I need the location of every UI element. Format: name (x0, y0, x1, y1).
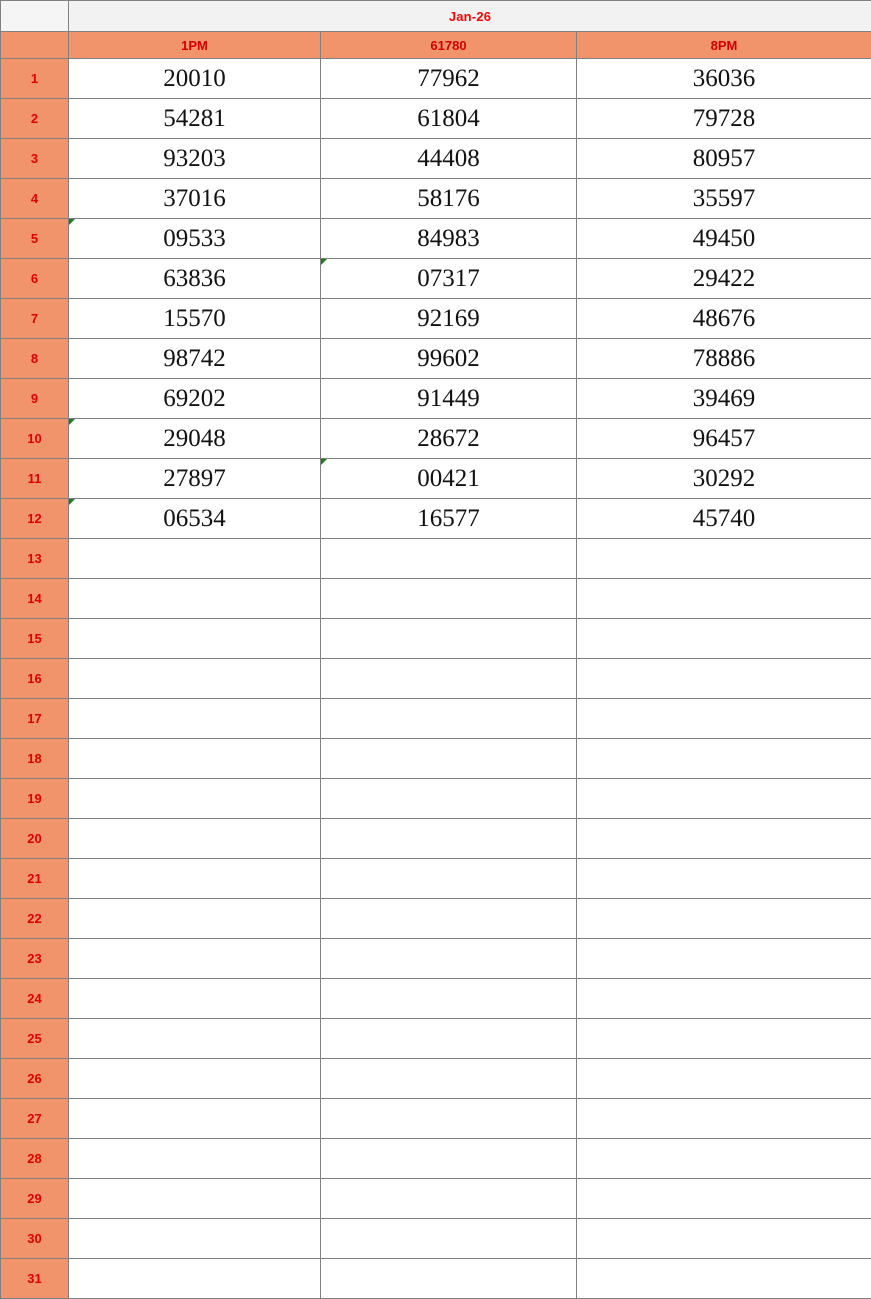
cell-value[interactable] (577, 979, 871, 1019)
cell-value[interactable]: 96457 (577, 419, 871, 459)
cell-value[interactable]: 63836 (69, 259, 321, 299)
row-day-label[interactable]: 3 (1, 139, 69, 179)
row-day-label[interactable]: 25 (1, 1019, 69, 1059)
cell-value[interactable] (321, 659, 577, 699)
cell-value[interactable]: 45740 (577, 499, 871, 539)
cell-value[interactable]: 29422 (577, 259, 871, 299)
cell-value[interactable]: 28672 (321, 419, 577, 459)
cell-value[interactable]: 54281 (69, 99, 321, 139)
row-day-label[interactable]: 14 (1, 579, 69, 619)
table-row (1, 99, 871, 139)
cell-value[interactable]: 84983 (321, 219, 577, 259)
row-day-label[interactable]: 28 (1, 1139, 69, 1179)
table-row (1, 179, 871, 219)
column-header-3[interactable]: 8PM (577, 32, 871, 59)
cell-value[interactable] (69, 859, 321, 899)
cell-value[interactable] (69, 979, 321, 1019)
row-day-label[interactable]: 29 (1, 1179, 69, 1219)
cell-value[interactable]: 16577 (321, 499, 577, 539)
cell-value[interactable] (321, 819, 577, 859)
cell-value[interactable] (577, 1019, 871, 1059)
cell-value[interactable]: 39469 (577, 379, 871, 419)
cell-value[interactable]: 58176 (321, 179, 577, 219)
cell-value[interactable] (69, 579, 321, 619)
cell-value[interactable] (69, 659, 321, 699)
cell-value[interactable]: 29048 (69, 419, 321, 459)
cell-value[interactable] (577, 939, 871, 979)
cell-value[interactable] (577, 699, 871, 739)
cell-value[interactable] (69, 619, 321, 659)
cell-value[interactable]: 44408 (321, 139, 577, 179)
cell-value[interactable] (321, 1019, 577, 1059)
table-row (1, 1259, 871, 1299)
table-row (1, 819, 871, 859)
table-row (1, 899, 871, 939)
cell-value[interactable] (577, 739, 871, 779)
cell-value[interactable] (69, 939, 321, 979)
table-row (1, 139, 871, 179)
table-row (1, 259, 871, 299)
row-day-label[interactable]: 16 (1, 659, 69, 699)
cell-value[interactable] (577, 859, 871, 899)
cell-value[interactable]: 69202 (69, 379, 321, 419)
row-day-label[interactable]: 24 (1, 979, 69, 1019)
row-day-label[interactable]: 2 (1, 99, 69, 139)
cell-value[interactable] (321, 1099, 577, 1139)
table-row (1, 939, 871, 979)
cell-value[interactable] (321, 619, 577, 659)
cell-value[interactable] (321, 1179, 577, 1219)
cell-value[interactable]: 15570 (69, 299, 321, 339)
cell-value[interactable] (69, 819, 321, 859)
cell-value[interactable] (69, 539, 321, 579)
cell-value[interactable] (577, 899, 871, 939)
column-header-1[interactable]: 1PM (69, 32, 321, 59)
cell-value[interactable]: 27897 (69, 459, 321, 499)
cell-value[interactable] (321, 779, 577, 819)
cell-value[interactable] (321, 1259, 577, 1299)
cell-value[interactable] (321, 859, 577, 899)
cell-value[interactable] (577, 1219, 871, 1259)
row-day-label[interactable]: 15 (1, 619, 69, 659)
cell-value[interactable] (577, 1259, 871, 1299)
row-day-label[interactable]: 17 (1, 699, 69, 739)
cell-value[interactable] (577, 1059, 871, 1099)
table-row (1, 1139, 871, 1179)
table-row (1, 739, 871, 779)
cell-value[interactable] (577, 1139, 871, 1179)
row-day-label[interactable]: 7 (1, 299, 69, 339)
row-day-label[interactable]: 11 (1, 459, 69, 499)
table-row (1, 59, 871, 99)
table-row (1, 1099, 871, 1139)
row-day-label[interactable]: 27 (1, 1099, 69, 1139)
row-day-label[interactable]: 19 (1, 779, 69, 819)
cell-value[interactable] (69, 739, 321, 779)
cell-value[interactable] (577, 1179, 871, 1219)
cell-value[interactable] (321, 579, 577, 619)
cell-value[interactable]: 98742 (69, 339, 321, 379)
cell-value[interactable] (577, 539, 871, 579)
cell-value[interactable]: 00421 (321, 459, 577, 499)
cell-value[interactable]: 79728 (577, 99, 871, 139)
row-day-label[interactable]: 23 (1, 939, 69, 979)
title-corner-cell (1, 1, 69, 32)
cell-value[interactable]: 91449 (321, 379, 577, 419)
row-day-label[interactable]: 13 (1, 539, 69, 579)
cell-value[interactable] (69, 1019, 321, 1059)
cell-value[interactable]: 49450 (577, 219, 871, 259)
cell-value[interactable] (321, 979, 577, 1019)
cell-value[interactable] (69, 1099, 321, 1139)
cell-value[interactable]: 93203 (69, 139, 321, 179)
cell-value[interactable] (321, 899, 577, 939)
cell-value[interactable] (321, 1219, 577, 1259)
cell-value[interactable]: 37016 (69, 179, 321, 219)
cell-value[interactable] (321, 699, 577, 739)
cell-value[interactable] (69, 1139, 321, 1179)
cell-value[interactable]: 61804 (321, 99, 577, 139)
header-corner-cell (1, 32, 69, 59)
row-day-label[interactable]: 20 (1, 819, 69, 859)
row-day-label[interactable]: 1 (1, 59, 69, 99)
table-row (1, 539, 871, 579)
row-day-label[interactable]: 8 (1, 339, 69, 379)
table-row (1, 379, 871, 419)
cell-value[interactable]: 06534 (69, 499, 321, 539)
cell-value[interactable] (577, 819, 871, 859)
sheet-title: Jan-26 (69, 1, 871, 32)
cell-value[interactable]: 78886 (577, 339, 871, 379)
cell-value[interactable] (321, 1059, 577, 1099)
cell-value[interactable] (577, 659, 871, 699)
table-row (1, 1219, 871, 1259)
table-row (1, 579, 871, 619)
cell-value[interactable] (69, 1179, 321, 1219)
cell-value[interactable]: 30292 (577, 459, 871, 499)
table-row (1, 979, 871, 1019)
cell-value[interactable]: 09533 (69, 219, 321, 259)
row-day-label[interactable]: 31 (1, 1259, 69, 1299)
title-row (1, 1, 871, 32)
cell-value[interactable]: 20010 (69, 59, 321, 99)
cell-value[interactable] (69, 1259, 321, 1299)
cell-value[interactable] (321, 1139, 577, 1179)
row-day-label[interactable]: 10 (1, 419, 69, 459)
cell-value[interactable] (577, 779, 871, 819)
row-day-label[interactable]: 6 (1, 259, 69, 299)
row-day-label[interactable]: 12 (1, 499, 69, 539)
row-day-label[interactable]: 22 (1, 899, 69, 939)
row-day-label[interactable]: 18 (1, 739, 69, 779)
table-row (1, 299, 871, 339)
cell-value[interactable] (321, 739, 577, 779)
cell-value[interactable]: 80957 (577, 139, 871, 179)
table-row (1, 219, 871, 259)
table-row (1, 779, 871, 819)
cell-value[interactable]: 92169 (321, 299, 577, 339)
row-day-label[interactable]: 30 (1, 1219, 69, 1259)
table-row (1, 619, 871, 659)
cell-value[interactable] (69, 1219, 321, 1259)
column-header-2[interactable]: 61780 (321, 32, 577, 59)
cell-value[interactable]: 36036 (577, 59, 871, 99)
cell-value[interactable]: 77962 (321, 59, 577, 99)
table-row (1, 859, 871, 899)
cell-value[interactable]: 99602 (321, 339, 577, 379)
row-day-label[interactable]: 21 (1, 859, 69, 899)
cell-value[interactable] (577, 1099, 871, 1139)
cell-value[interactable] (321, 939, 577, 979)
cell-value[interactable] (69, 779, 321, 819)
cell-value[interactable]: 48676 (577, 299, 871, 339)
table-row (1, 1019, 871, 1059)
table-row (1, 659, 871, 699)
table-row (1, 499, 871, 539)
cell-value[interactable] (577, 579, 871, 619)
table-row (1, 1059, 871, 1099)
table-row (1, 459, 871, 499)
table-row (1, 339, 871, 379)
header-row (1, 32, 871, 59)
cell-value[interactable] (69, 899, 321, 939)
row-day-label[interactable]: 26 (1, 1059, 69, 1099)
row-day-label[interactable]: 4 (1, 179, 69, 219)
table-row (1, 699, 871, 739)
table-row (1, 1179, 871, 1219)
cell-value[interactable] (69, 1059, 321, 1099)
cell-value[interactable]: 35597 (577, 179, 871, 219)
row-day-label[interactable]: 9 (1, 379, 69, 419)
row-day-label[interactable]: 5 (1, 219, 69, 259)
table-row (1, 419, 871, 459)
cell-value[interactable] (577, 619, 871, 659)
cell-value[interactable] (321, 539, 577, 579)
cell-value[interactable]: 07317 (321, 259, 577, 299)
cell-value[interactable] (69, 699, 321, 739)
